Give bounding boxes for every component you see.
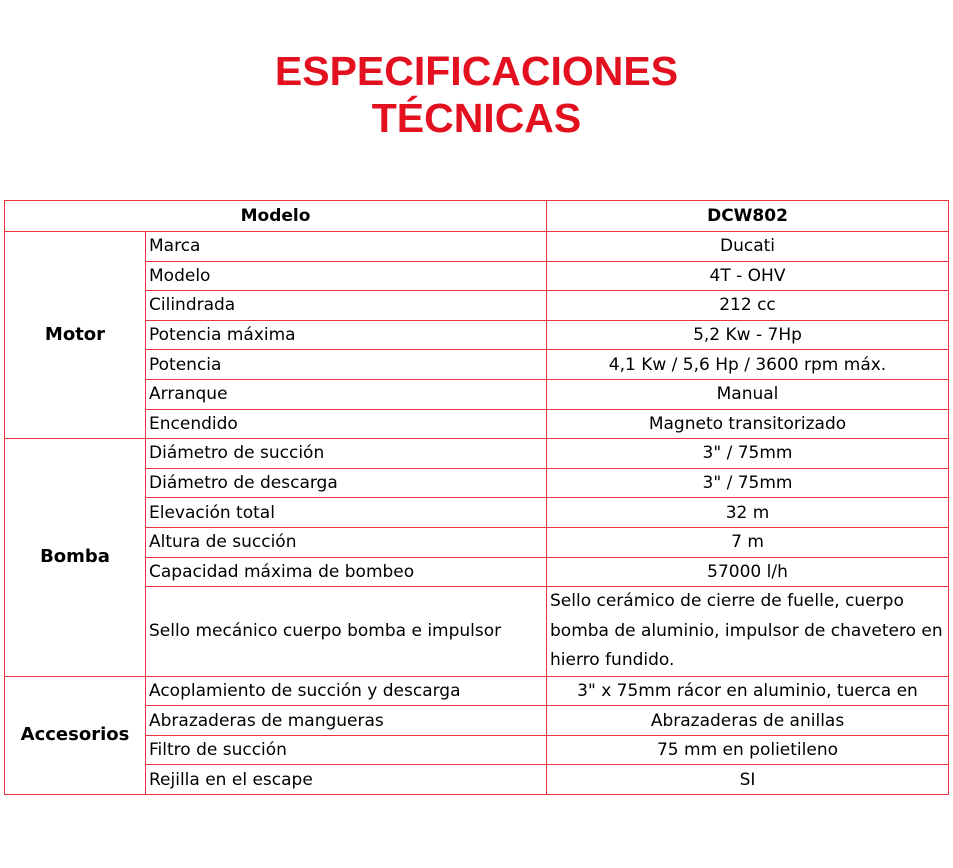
table-row bbox=[5, 587, 949, 677]
spec-value: 3" x 75mm rácor en aluminio, tuerca en bbox=[547, 676, 949, 706]
section-bomba: Bomba bbox=[5, 439, 146, 676]
spec-label: Capacidad máxima de bombeo bbox=[146, 557, 547, 587]
spec-label: Rejilla en el escape bbox=[146, 765, 547, 795]
spec-value: 75 mm en polietileno bbox=[547, 735, 949, 765]
section-motor: Motor bbox=[5, 232, 146, 439]
page-title-line-2: TÉCNICAS bbox=[371, 95, 582, 141]
spec-label: Filtro de succión bbox=[146, 735, 547, 765]
spec-label: Potencia bbox=[146, 350, 547, 380]
spec-value: 4,1 Kw / 5,6 Hp / 3600 rpm máx. bbox=[547, 350, 949, 380]
spec-label: Acoplamiento de succión y descarga bbox=[146, 676, 547, 706]
spec-value: Magneto transitorizado bbox=[547, 409, 949, 439]
table-row bbox=[5, 735, 949, 765]
page-title-line-1: ESPECIFICACIONES bbox=[274, 48, 679, 94]
spec-label: Modelo bbox=[146, 261, 547, 291]
table-row bbox=[5, 439, 949, 469]
spec-label: Diámetro de succión bbox=[146, 439, 547, 469]
spec-value: 3" / 75mm bbox=[547, 439, 949, 469]
table-row bbox=[5, 291, 949, 321]
model-header-label: Modelo bbox=[5, 201, 547, 232]
spec-value: 4T - OHV bbox=[547, 261, 949, 291]
spec-label: Arranque bbox=[146, 379, 547, 409]
spec-value: SI bbox=[547, 765, 949, 795]
spec-label: Marca bbox=[146, 232, 547, 262]
spec-label: Potencia máxima bbox=[146, 320, 547, 350]
spec-label: Abrazaderas de mangueras bbox=[146, 706, 547, 736]
table-row bbox=[5, 676, 949, 706]
spec-value: 212 cc bbox=[547, 291, 949, 321]
table-row bbox=[5, 232, 949, 262]
table-row bbox=[5, 468, 949, 498]
spec-value: 3" / 75mm bbox=[547, 468, 949, 498]
spec-value: 7 m bbox=[547, 527, 949, 557]
table-row bbox=[5, 498, 949, 528]
spec-label: Cilindrada bbox=[146, 291, 547, 321]
table-row bbox=[5, 320, 949, 350]
page-title bbox=[0, 48, 953, 142]
table-header-row bbox=[5, 201, 949, 232]
table-row bbox=[5, 409, 949, 439]
spec-label: Sello mecánico cuerpo bomba e impulsor bbox=[146, 587, 547, 677]
spec-value: 57000 l/h bbox=[547, 557, 949, 587]
spec-label: Elevación total bbox=[146, 498, 547, 528]
spec-value: Manual bbox=[547, 379, 949, 409]
table-row bbox=[5, 261, 949, 291]
model-header-value: DCW802 bbox=[547, 201, 949, 232]
table-row bbox=[5, 765, 949, 795]
table-row bbox=[5, 379, 949, 409]
spec-label: Encendido bbox=[146, 409, 547, 439]
spec-table bbox=[4, 200, 949, 795]
table-row bbox=[5, 527, 949, 557]
spec-label: Altura de succión bbox=[146, 527, 547, 557]
table-row bbox=[5, 350, 949, 380]
spec-value: Ducati bbox=[547, 232, 949, 262]
section-accesorios: Accesorios bbox=[5, 676, 146, 794]
spec-label: Diámetro de descarga bbox=[146, 468, 547, 498]
spec-value: 5,2 Kw - 7Hp bbox=[547, 320, 949, 350]
spec-value: Abrazaderas de anillas bbox=[547, 706, 949, 736]
table-row bbox=[5, 706, 949, 736]
table-row bbox=[5, 557, 949, 587]
spec-value: Sello cerámico de cierre de fuelle, cuerpo bomba de aluminio, impulsor de chavetero en hierro fundido. bbox=[547, 587, 949, 677]
spec-value: 32 m bbox=[547, 498, 949, 528]
